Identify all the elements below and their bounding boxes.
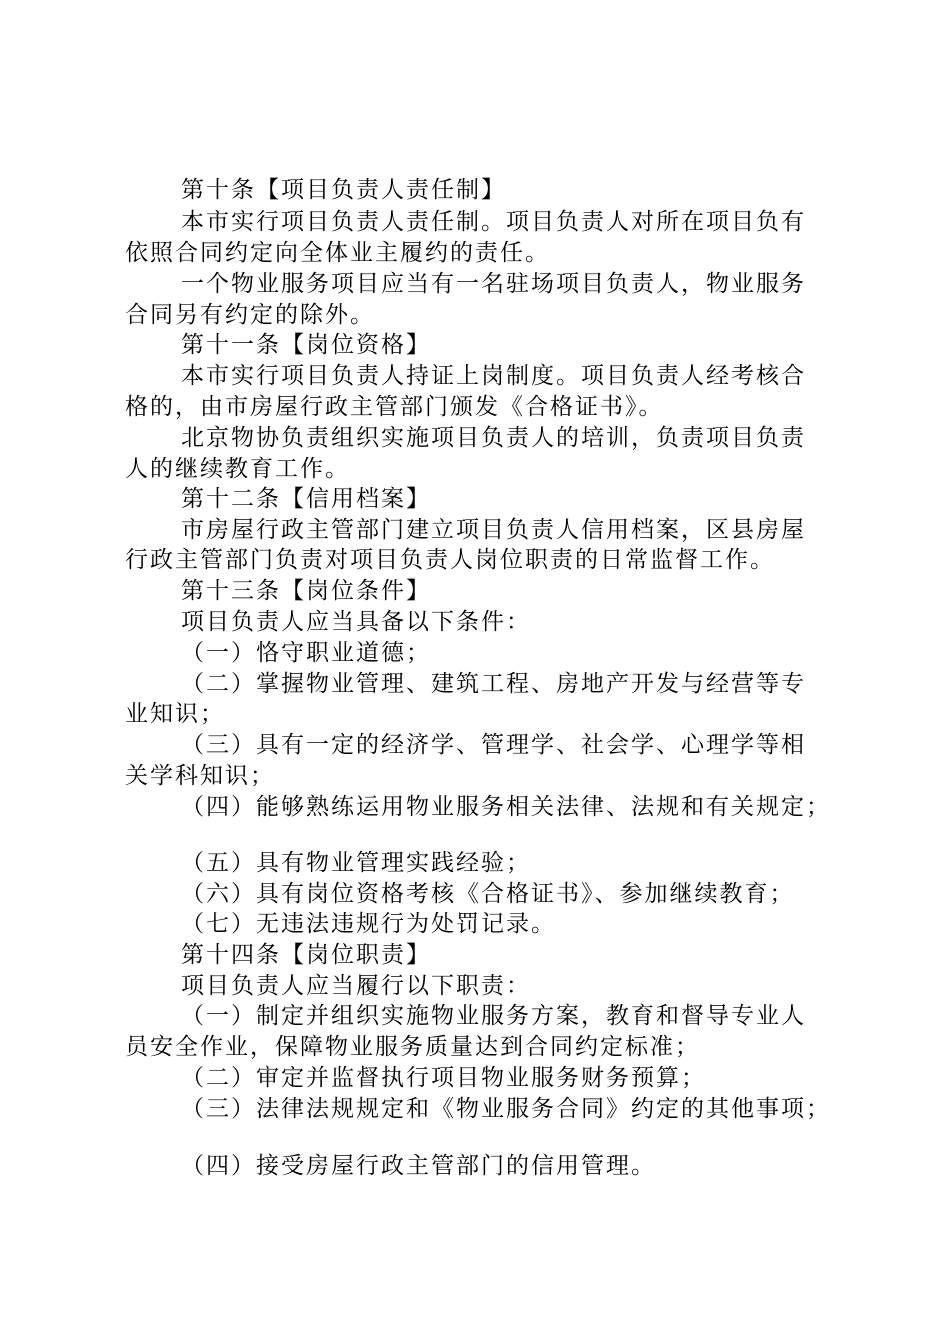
list-item-continuation: 业知识；: [125, 701, 225, 727]
paragraph-line: 合同另有约定的除外。: [125, 302, 375, 328]
article-12-heading: 第十二条【信用档案】: [181, 486, 431, 512]
list-item: （三）法律法规规定和《物业服务合同》约定的其他事项；: [181, 1096, 831, 1122]
article-11-heading: 第十一条【岗位资格】: [181, 332, 431, 358]
paragraph-line: 格的，由市房屋行政主管部门颁发《合格证书》。: [125, 394, 664, 420]
paragraph-line: 行政主管部门负责对项目负责人岗位职责的日常监督工作。: [125, 547, 775, 573]
list-item-continuation: 员安全作业，保障物业服务质量达到合同约定标准；: [125, 1034, 700, 1060]
article-10-heading: 第十条【项目负责人责任制】: [181, 177, 506, 203]
paragraph-line: 项目负责人应当具备以下条件：: [181, 609, 531, 635]
list-item: （四）能够熟练运用物业服务相关法律、法规和有关规定；: [181, 794, 831, 820]
paragraph-line: 本市实行项目负责人责任制。项目负责人对所在项目负有: [181, 209, 806, 235]
list-item: （二）审定并监督执行项目物业服务财务预算；: [181, 1065, 706, 1091]
list-item-continuation: 关学科知识；: [125, 763, 275, 789]
paragraph-line: 市房屋行政主管部门建立项目负责人信用档案，区县房屋: [181, 517, 806, 543]
list-item: （五）具有物业管理实践经验；: [181, 850, 531, 876]
list-item: （三）具有一定的经济学、管理学、社会学、心理学等相: [181, 732, 806, 758]
paragraph-line: 北京物协负责组织实施项目负责人的培训，负责项目负责: [181, 425, 806, 451]
list-item: （六）具有岗位资格考核《合格证书》、参加继续教育；: [181, 881, 795, 907]
paragraph-line: 依照合同约定向全体业主履约的责任。: [125, 240, 550, 266]
list-item: （二）掌握物业管理、建筑工程、房地产开发与经营等专: [181, 671, 806, 697]
paragraph-line: 本市实行项目负责人持证上岗制度。项目负责人经考核合: [181, 363, 806, 389]
article-13-heading: 第十三条【岗位条件】: [181, 578, 431, 604]
list-item: （四）接受房屋行政主管部门的信用管理。: [181, 1153, 656, 1179]
list-item: （一）制定并组织实施物业服务方案，教育和督导专业人: [181, 1003, 806, 1029]
list-item: （七）无违法违规行为处罚记录。: [181, 911, 556, 937]
list-item: （一）恪守职业道德；: [181, 640, 431, 666]
article-14-heading: 第十四条【岗位职责】: [181, 942, 431, 968]
paragraph-line: 项目负责人应当履行以下职责：: [181, 973, 531, 999]
paragraph-line: 一个物业服务项目应当有一名驻场项目负责人，物业服务: [181, 271, 806, 297]
paragraph-line: 人的继续教育工作。: [125, 456, 350, 482]
